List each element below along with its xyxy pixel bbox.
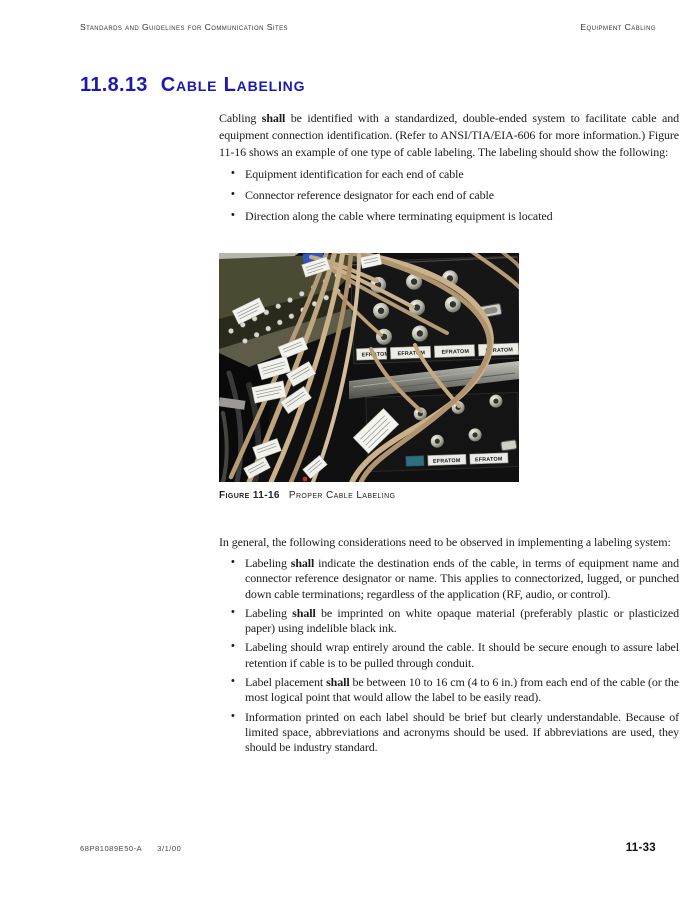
red-indicator xyxy=(303,477,308,482)
revision-date: 3/1/00 xyxy=(157,844,182,853)
figure-title: Proper Cable Labeling xyxy=(288,490,396,501)
dsub-connector-lower xyxy=(501,440,517,451)
list-item: • Labeling shall be imprinted on white opaque material (preferably plastic or plasticized paper) using indelible black ink. xyxy=(245,606,679,637)
list-item: • Labeling should wrap entirely around the cable. It should be secure enough to assure label retention if cable is to be pulled through conduit. xyxy=(245,640,679,671)
considerations-paragraph: In general, the following considerations need to be observed in implementing a labeling system: xyxy=(219,535,671,549)
equipment-panel-upper xyxy=(350,256,519,364)
equipment-label: EFRATOM xyxy=(361,351,390,359)
running-head-left: Standards and Guidelines for Communication Sites xyxy=(80,22,289,32)
body-column xyxy=(219,0,679,760)
figure-label: Figure 11-16 xyxy=(219,490,280,501)
list-item: • Connector reference designator for each end of cable xyxy=(245,187,679,204)
figure-caption xyxy=(219,487,679,504)
label-requirements-list xyxy=(219,166,679,225)
list-item: • Equipment identification for each end of cable xyxy=(245,166,679,183)
list-item: • Direction along the cable where terminating equipment is located xyxy=(245,208,679,225)
page-footer xyxy=(80,842,656,854)
list-item: • Label placement shall be between 10 to 16 cm (4 to 6 in.) from each end of the cable (or the most logical point that would allow the label to be easily read). xyxy=(245,675,679,706)
section-number: 11.8.13 xyxy=(80,74,148,96)
running-head-right: Equipment Cabling xyxy=(580,22,656,32)
intro-paragraph xyxy=(219,110,679,161)
considerations-list xyxy=(219,556,679,756)
equipment-label: EFRATOM xyxy=(474,456,503,464)
equipment-label: EFRATOM xyxy=(485,347,514,355)
list-item: • Labeling shall indicate the destination ends of the cable, in terms of equipment name and connector reference designator or name. This applies to connectorized, lugged, or punched down cable terminations; regardless of the application (RF, audio, or control). xyxy=(245,556,679,602)
cable-photo xyxy=(219,253,519,482)
page-number: 11-33 xyxy=(625,842,656,854)
intro-text-rest: be identified with a standardized, double-ended system to facilitate cable and equipment connection identification. (Refer to ANSI/TIA/EIA-606 for more information.) Figure 11-16 shows an example of one type of cable labeling. The labeling should show the following: xyxy=(219,111,679,159)
intro-text: Cabling xyxy=(219,111,262,125)
equipment-label: EFRATOM xyxy=(441,348,470,356)
list-item: • Information printed on each label should be brief but clearly understandable. Because of limited space, abbreviations and acronyms should be used. If abbreviations are used, they should be industry standard. xyxy=(245,710,679,756)
equipment-label: EFRATOM xyxy=(432,457,461,465)
section-title: Cable Labeling xyxy=(160,74,306,96)
intro-shall-bold: shall xyxy=(261,111,286,125)
equipment-label: EFRATOM xyxy=(397,350,426,358)
document-number: 68P81089E50-A 3/1/00 xyxy=(80,844,182,853)
figure-11-16 xyxy=(219,253,679,504)
